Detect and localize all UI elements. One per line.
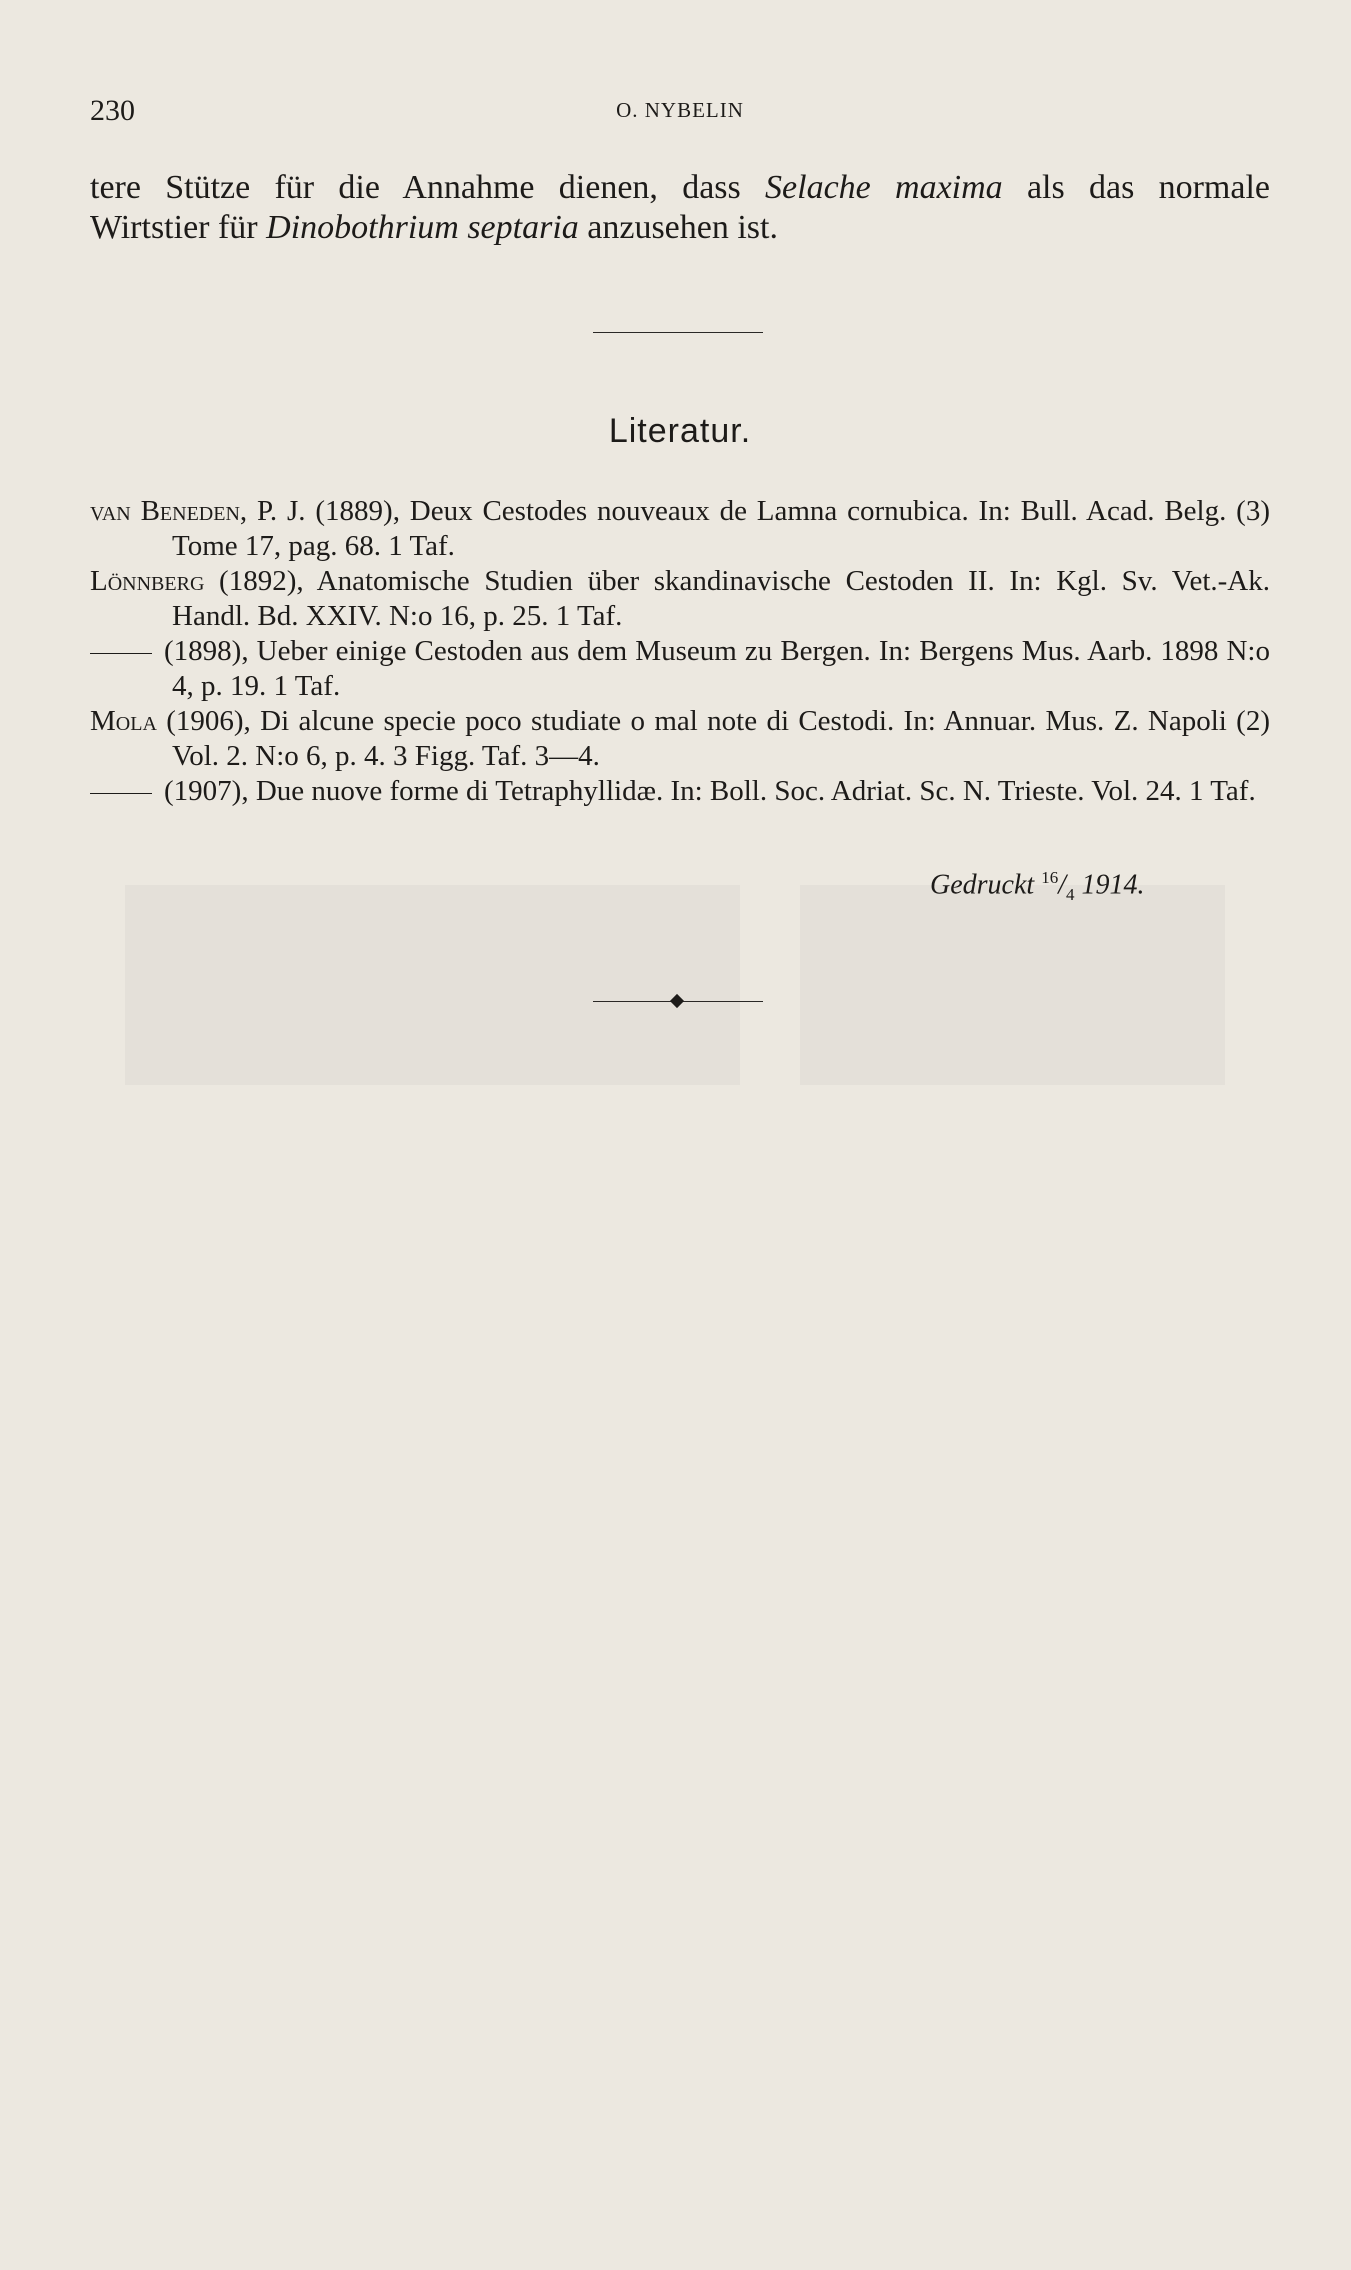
date-year: 1914. — [1081, 869, 1145, 901]
reference-item — [90, 634, 1270, 704]
body-line-2: Wirtstier für Dinobothrium septaria anzusehen ist. — [90, 209, 778, 246]
reference-author: Mola — [90, 705, 157, 737]
ditto-dash — [90, 793, 152, 794]
reference-author: Lönnberg — [90, 565, 205, 597]
section-divider — [593, 332, 763, 333]
body-paragraph — [90, 168, 1270, 248]
reference-text: (1906), Di alcune specie poco studiate o mal note di Cestodi. In: Annuar. Mus. Z. Napoli (2) Vol. 2. N:o 6, p. 4. 3 Figg. Taf. 3—4. — [156, 705, 1270, 772]
diamond-icon — [670, 994, 684, 1008]
reference-text: (1892), Anatomische Studien über skandinavische Cestoden II. In: Kgl. Sv. Vet.-Ak. Handl. Bd. XXIV. N:o 16, p. 25. 1 Taf. — [172, 565, 1270, 632]
body-line-1: tere Stütze für die Annahme dienen, dass Selache maxima als das normale — [90, 169, 1270, 206]
page-number: 230 — [90, 94, 135, 127]
date-day: 16 — [1041, 868, 1059, 887]
species-name: Dinobothrium septaria — [266, 209, 579, 246]
show-through-right — [800, 885, 1225, 1085]
show-through-left — [125, 885, 740, 1085]
reference-author: van Beneden — [90, 495, 240, 527]
running-author: O. NYBELIN — [616, 98, 744, 122]
reference-text: , P. J. (1889), Deux Cestodes nouveaux de Lamna cornubica. In: Bull. Acad. Belg. (3) Tome 17, pag. 68. 1 Taf. — [172, 495, 1270, 562]
reference-item — [90, 494, 1270, 564]
reference-item — [90, 704, 1270, 774]
species-name: Selache maxima — [765, 169, 1003, 206]
reference-list — [90, 494, 1270, 809]
ditto-dash — [90, 653, 152, 654]
reference-text: (1907), Due nuove forme di Tetraphyllidæ. In: Boll. Soc. Adriat. Sc. N. Trieste. Vol. 24. 1 Taf. — [164, 775, 1256, 807]
end-ornament — [593, 993, 763, 1009]
date-month: 4 — [1065, 884, 1075, 904]
reference-item — [90, 564, 1270, 634]
running-head — [90, 94, 1270, 128]
reference-item — [90, 774, 1270, 809]
section-heading: Literatur. — [608, 412, 752, 450]
printed-date: Gedruckt $^{16}/_4$ 1914. — [930, 868, 1145, 904]
reference-text: (1898), Ueber einige Cestoden aus dem Museum zu Bergen. In: Bergens Mus. Aarb. 1898 N:o 4, p. 19. 1 Taf. — [164, 635, 1270, 702]
